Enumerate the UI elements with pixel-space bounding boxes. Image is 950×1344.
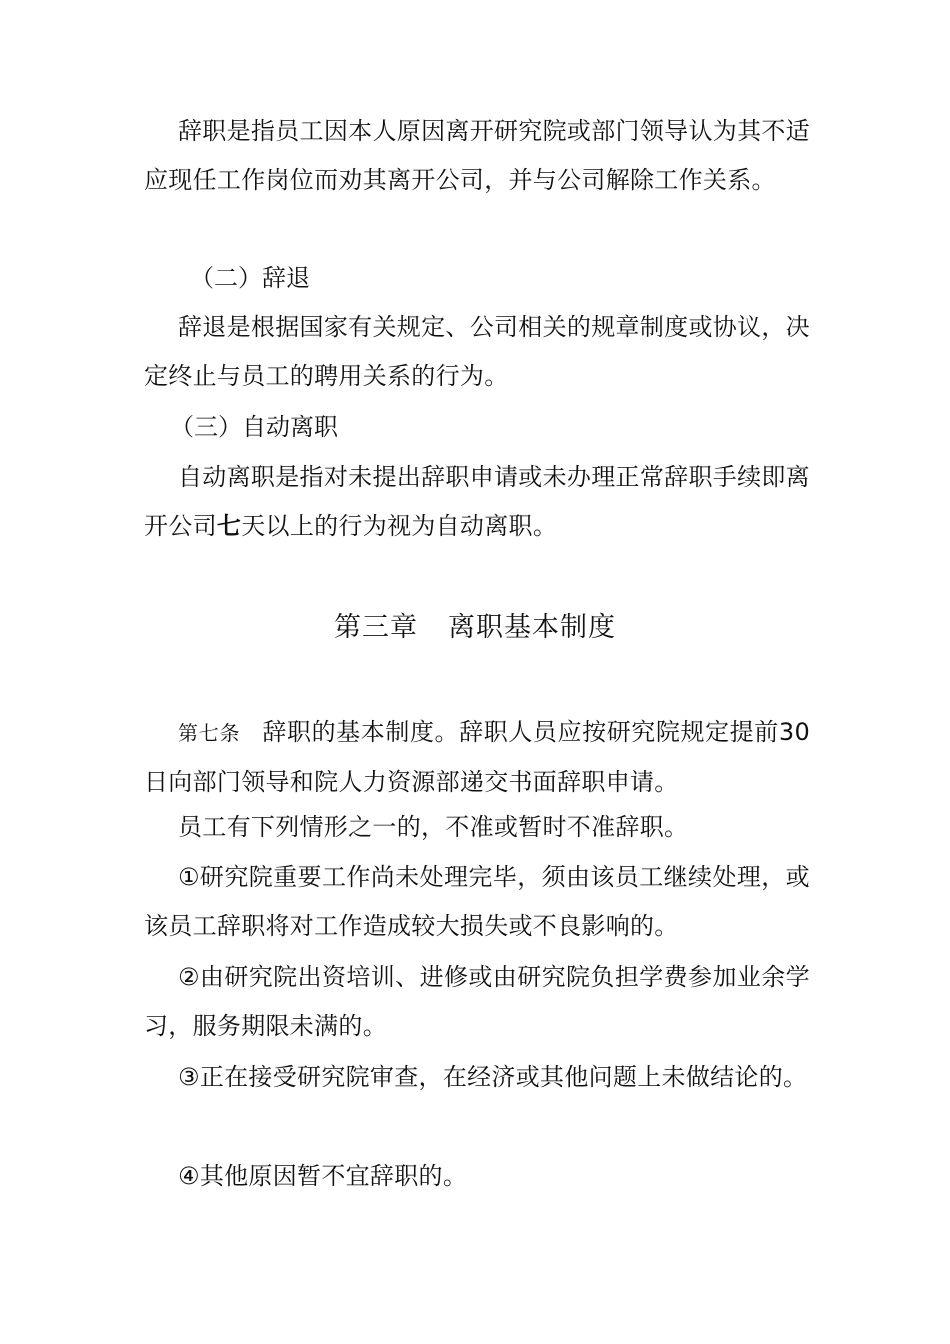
heading-dismissal: （二）辞退 bbox=[190, 264, 310, 292]
conditions-intro: 员工有下列情形之一的，不准或暂时不准辞职。 bbox=[178, 813, 689, 841]
paragraph-automatic-departure-text-b: 天以上的行为视为自动离职。 bbox=[241, 512, 558, 540]
paragraph-resignation-definition: 辞职是指员工因本人原因离开研究院或部门领导认为其不适应现任工作岗位而劝其离开公司，并与公司解除工作关系。 bbox=[144, 117, 810, 194]
paragraph-automatic-departure-text-a: 自动离职是指对未提出辞职申请或未办理正常辞职手续即离开公司 bbox=[144, 463, 810, 540]
article-seven bbox=[144, 708, 810, 807]
condition-item-4: ④其他原因暂不宜辞职的。 bbox=[178, 1162, 468, 1190]
seven-days-number: 七 bbox=[216, 512, 242, 540]
heading-automatic-departure: （三）自动离职 bbox=[170, 413, 338, 441]
paragraph-dismissal-definition: 辞退是根据国家有关规定、公司相关的规章制度或协议，决定终止与员工的聘用关系的行为。 bbox=[144, 313, 810, 390]
condition-item-2: ②由研究院出资培训、进修或由研究院负担学费参加业余学习，服务期限未满的。 bbox=[144, 963, 810, 1040]
chapter-name: 离职基本制度 bbox=[448, 612, 616, 643]
article-seven-text: 辞职的基本制度。辞职人员应按研究院规定提前30日向部门领导和院人力资源部递交书面辞职申请。 bbox=[144, 718, 811, 796]
condition-item-3: ③正在接受研究院审查，在经济或其他问题上未做结论的。 bbox=[178, 1063, 808, 1091]
article-seven-label: 第七条 bbox=[178, 721, 241, 745]
chapter-title bbox=[0, 606, 950, 650]
condition-item-1: ①研究院重要工作尚未处理完毕，须由该员工继续处理，或该员工辞职将对工作造成较大损失或不良影响的。 bbox=[144, 863, 810, 940]
chapter-number: 第三章 bbox=[334, 612, 418, 643]
paragraph-automatic-departure-definition bbox=[144, 453, 810, 551]
